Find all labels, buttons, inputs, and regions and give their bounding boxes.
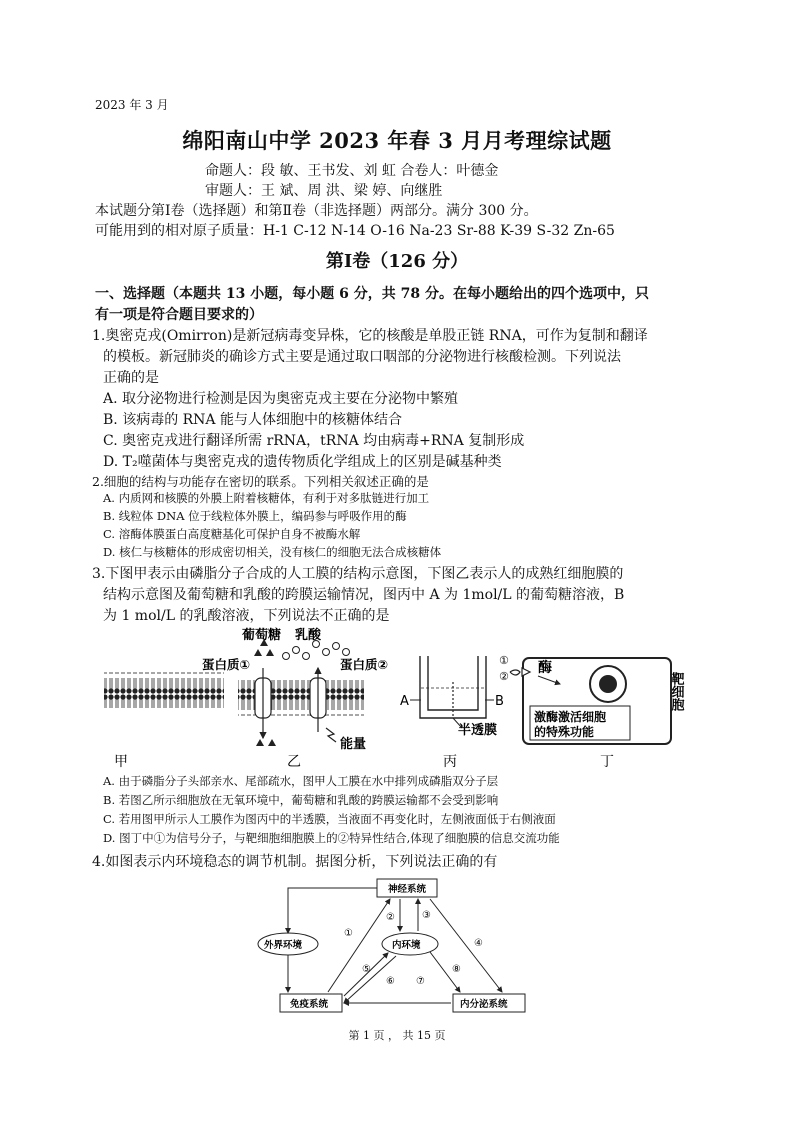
intro-line1: 本试题分第Ⅰ卷（选择题）和第Ⅱ卷（非选择题）两部分。满分 300 分。 [95, 203, 538, 219]
q2-stem: 2.细胞的结构与功能存在密切的联系。下列相关叙述正确的是 [92, 474, 429, 489]
label-n7: ⑦ [416, 976, 425, 987]
label-c2: ② [499, 670, 509, 683]
q3-figure [90, 622, 700, 770]
q1-option-d: D. T₂噬菌体与奥密克戎的遗传物质化学组成上的区别是碱基种类 [103, 454, 502, 470]
membrane-jia [104, 672, 224, 708]
part-heading-line2: 有一项是符合题目要求的） [95, 307, 263, 323]
label-n1: ① [344, 928, 353, 939]
label-n3: ③ [422, 910, 431, 921]
label-energy: 能量 [340, 737, 367, 752]
exam-date: 2023 年 3 月 [95, 98, 169, 112]
label-target-cell: 靶细胞 [668, 672, 684, 711]
q3-option-b: B. 若图乙所示细胞放在无氧环境中，葡萄糖和乳酸的跨膜运输都不会受到影响 [103, 793, 499, 807]
q1-stem-line2: 的模板。新冠肺炎的确诊方式主要是通过取口咽部的分泌物进行核酸检测。下列说法 [103, 349, 621, 365]
label-ding: 丁 [600, 754, 614, 770]
q3-stem-line2: 结构示意图及葡萄糖和乳酸的跨膜运输情况，图丙中 A 为 1mol/L 的葡萄糖溶液，B [103, 587, 625, 603]
label-immune: 免疫系统 [290, 999, 329, 1010]
part-heading-line1: 一、选择题（本题共 13 小题，每小题 6 分，共 78 分。在每小题给出的四个选项中，只 [95, 286, 649, 302]
label-endocrine: 内分泌系统 [460, 999, 508, 1010]
q1-option-a: A. 取分泌物进行检测是因为奥密克戎主要在分泌物中繁殖 [103, 391, 459, 407]
q1-stem-line1: 1.奥密克戎(Omirron)是新冠病毒变异株，它的核酸是单股正链 RNA，可作为复制和翻译 [92, 328, 648, 344]
q2-option-b: B. 线粒体 DNA 位于线粒体外膜上，编码参与呼吸作用的酶 [103, 509, 407, 523]
label-semipermeable: 半透膜 [458, 723, 498, 738]
q3-stem-line1: 3.下图甲表示由磷脂分子合成的人工膜的结构示意图，下图乙表示人的成熟红细胞膜的 [92, 566, 624, 582]
label-c1: ① [499, 654, 509, 667]
q1-option-c: C. 奥密克戎进行翻译所需 rRNA，tRNA 均由病毒+RNA 复制形成 [103, 433, 525, 449]
exam-title: 绵阳南山中学 2023 年春 3 月月考理综试题 [182, 128, 612, 153]
label-B: B [495, 694, 504, 709]
q4-figure [240, 872, 560, 1022]
label-enzyme: 酶 [538, 660, 552, 676]
label-box-line1: 激酶激活细胞 [534, 710, 607, 724]
q1-option-b: B. 该病毒的 RNA 能与人体细胞中的核糖体结合 [103, 412, 402, 428]
q3-option-c: C. 若用图甲所示人工膜作为图丙中的半透膜，当液面不再变化时，左侧液面低于右侧液面 [103, 812, 556, 826]
authors-line2: 审题人：王 斌、周 洪、梁 婷、向继胜 [205, 183, 443, 199]
label-n6: ⑥ [386, 976, 395, 987]
label-jia: 甲 [114, 754, 128, 770]
page-footer: 第 1 页 ， 共 15 页 [348, 1029, 446, 1042]
label-internal: 内环境 [392, 940, 421, 951]
label-lactate: 乳酸 [295, 628, 322, 643]
label-bing: 丙 [443, 754, 457, 770]
label-n2: ② [386, 912, 395, 923]
q3-stem-line3: 为 1 mol/L 的乳酸溶液，下列说法不正确的是 [103, 608, 390, 624]
q3-option-a: A. 由于磷脂分子头部亲水、尾部疏水，图甲人工膜在水中排列成磷脂双分子层 [103, 774, 499, 788]
label-A: A [400, 694, 409, 709]
q2-option-c: C. 溶酶体膜蛋白高度糖基化可保护自身不被酶水解 [103, 527, 361, 541]
label-external: 外界环境 [264, 940, 303, 951]
q1-stem-line3: 正确的是 [103, 370, 159, 386]
label-yi: 乙 [287, 754, 301, 770]
label-n5: ⑤ [362, 964, 371, 975]
label-glucose: 葡萄糖 [242, 628, 282, 643]
label-n8: ⑧ [452, 964, 461, 975]
section-title: 第Ⅰ卷（126 分） [325, 251, 469, 272]
u-tube-bing [410, 656, 494, 728]
intro-line2: 可能用到的相对原子质量：H-1 C-12 N-14 O-16 Na-23 Sr-88 K-39 S-32 Zn-65 [95, 223, 615, 239]
label-protein2: 蛋白质② [340, 657, 389, 672]
authors-line1: 命题人：段 敏、王书发、刘 虹 合卷人：叶德金 [205, 163, 499, 179]
label-n4: ④ [474, 938, 483, 949]
q2-option-d: D. 核仁与核糖体的形成密切相关，没有核仁的细胞无法合成核糖体 [103, 545, 442, 559]
q3-option-d: D. 图丁中①为信号分子，与靶细胞细胞膜上的②特异性结合,体现了细胞膜的信息交流功能 [103, 831, 560, 845]
label-nervous: 神经系统 [388, 884, 427, 895]
membrane-yi [238, 639, 364, 746]
label-protein1: 蛋白质① [202, 657, 251, 672]
q4-stem: 4.如图表示内环境稳态的调节机制。据图分析，下列说法正确的有 [92, 854, 498, 870]
q2-option-a: A. 内质网和核膜的外膜上附着核糖体，有利于对多肽链进行加工 [103, 491, 430, 505]
label-box-line2: 的特殊功能 [534, 725, 595, 739]
